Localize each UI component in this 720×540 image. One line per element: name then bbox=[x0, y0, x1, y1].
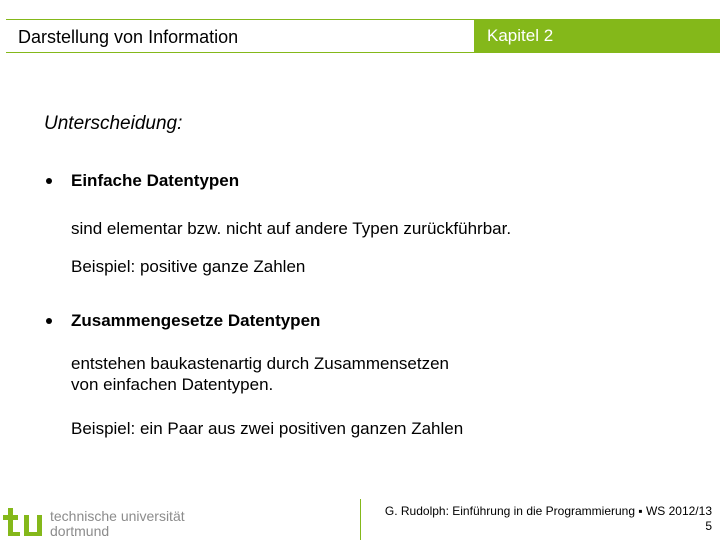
footer-divider bbox=[360, 499, 361, 540]
item-title: Zusammengesetze Datentypen bbox=[71, 311, 321, 330]
footer-credit-text: G. Rudolph: Einführung in die Programmierung ▪ WS 2012/13 bbox=[384, 504, 712, 518]
item-description: sind elementar bzw. nicht auf andere Typen zurückführbar. bbox=[71, 219, 512, 238]
item-example: Beispiel: positive ganze Zahlen bbox=[71, 257, 306, 276]
university-logo bbox=[0, 502, 200, 540]
slide-header bbox=[6, 19, 720, 53]
slide-heading: Unterscheidung: bbox=[44, 113, 183, 134]
header-title: Darstellung von Information bbox=[18, 27, 239, 47]
item-example: Beispiel: ein Paar aus zwei positiven ganzen Zahlen bbox=[71, 419, 464, 438]
bullet-icon bbox=[46, 318, 52, 324]
logo-text-line1: technische universität bbox=[50, 508, 185, 524]
footer-credit bbox=[385, 504, 712, 534]
chapter-label: Kapitel 2 bbox=[474, 19, 720, 53]
item-title: Einfache Datentypen bbox=[71, 171, 240, 190]
bullet-icon bbox=[46, 178, 52, 184]
page-number: 5 bbox=[705, 519, 712, 533]
item-description: von einfachen Datentypen. bbox=[71, 375, 274, 394]
logo-text-line2: dortmund bbox=[50, 523, 110, 539]
item-description: entstehen baukastenartig durch Zusammensetzen bbox=[71, 354, 450, 373]
